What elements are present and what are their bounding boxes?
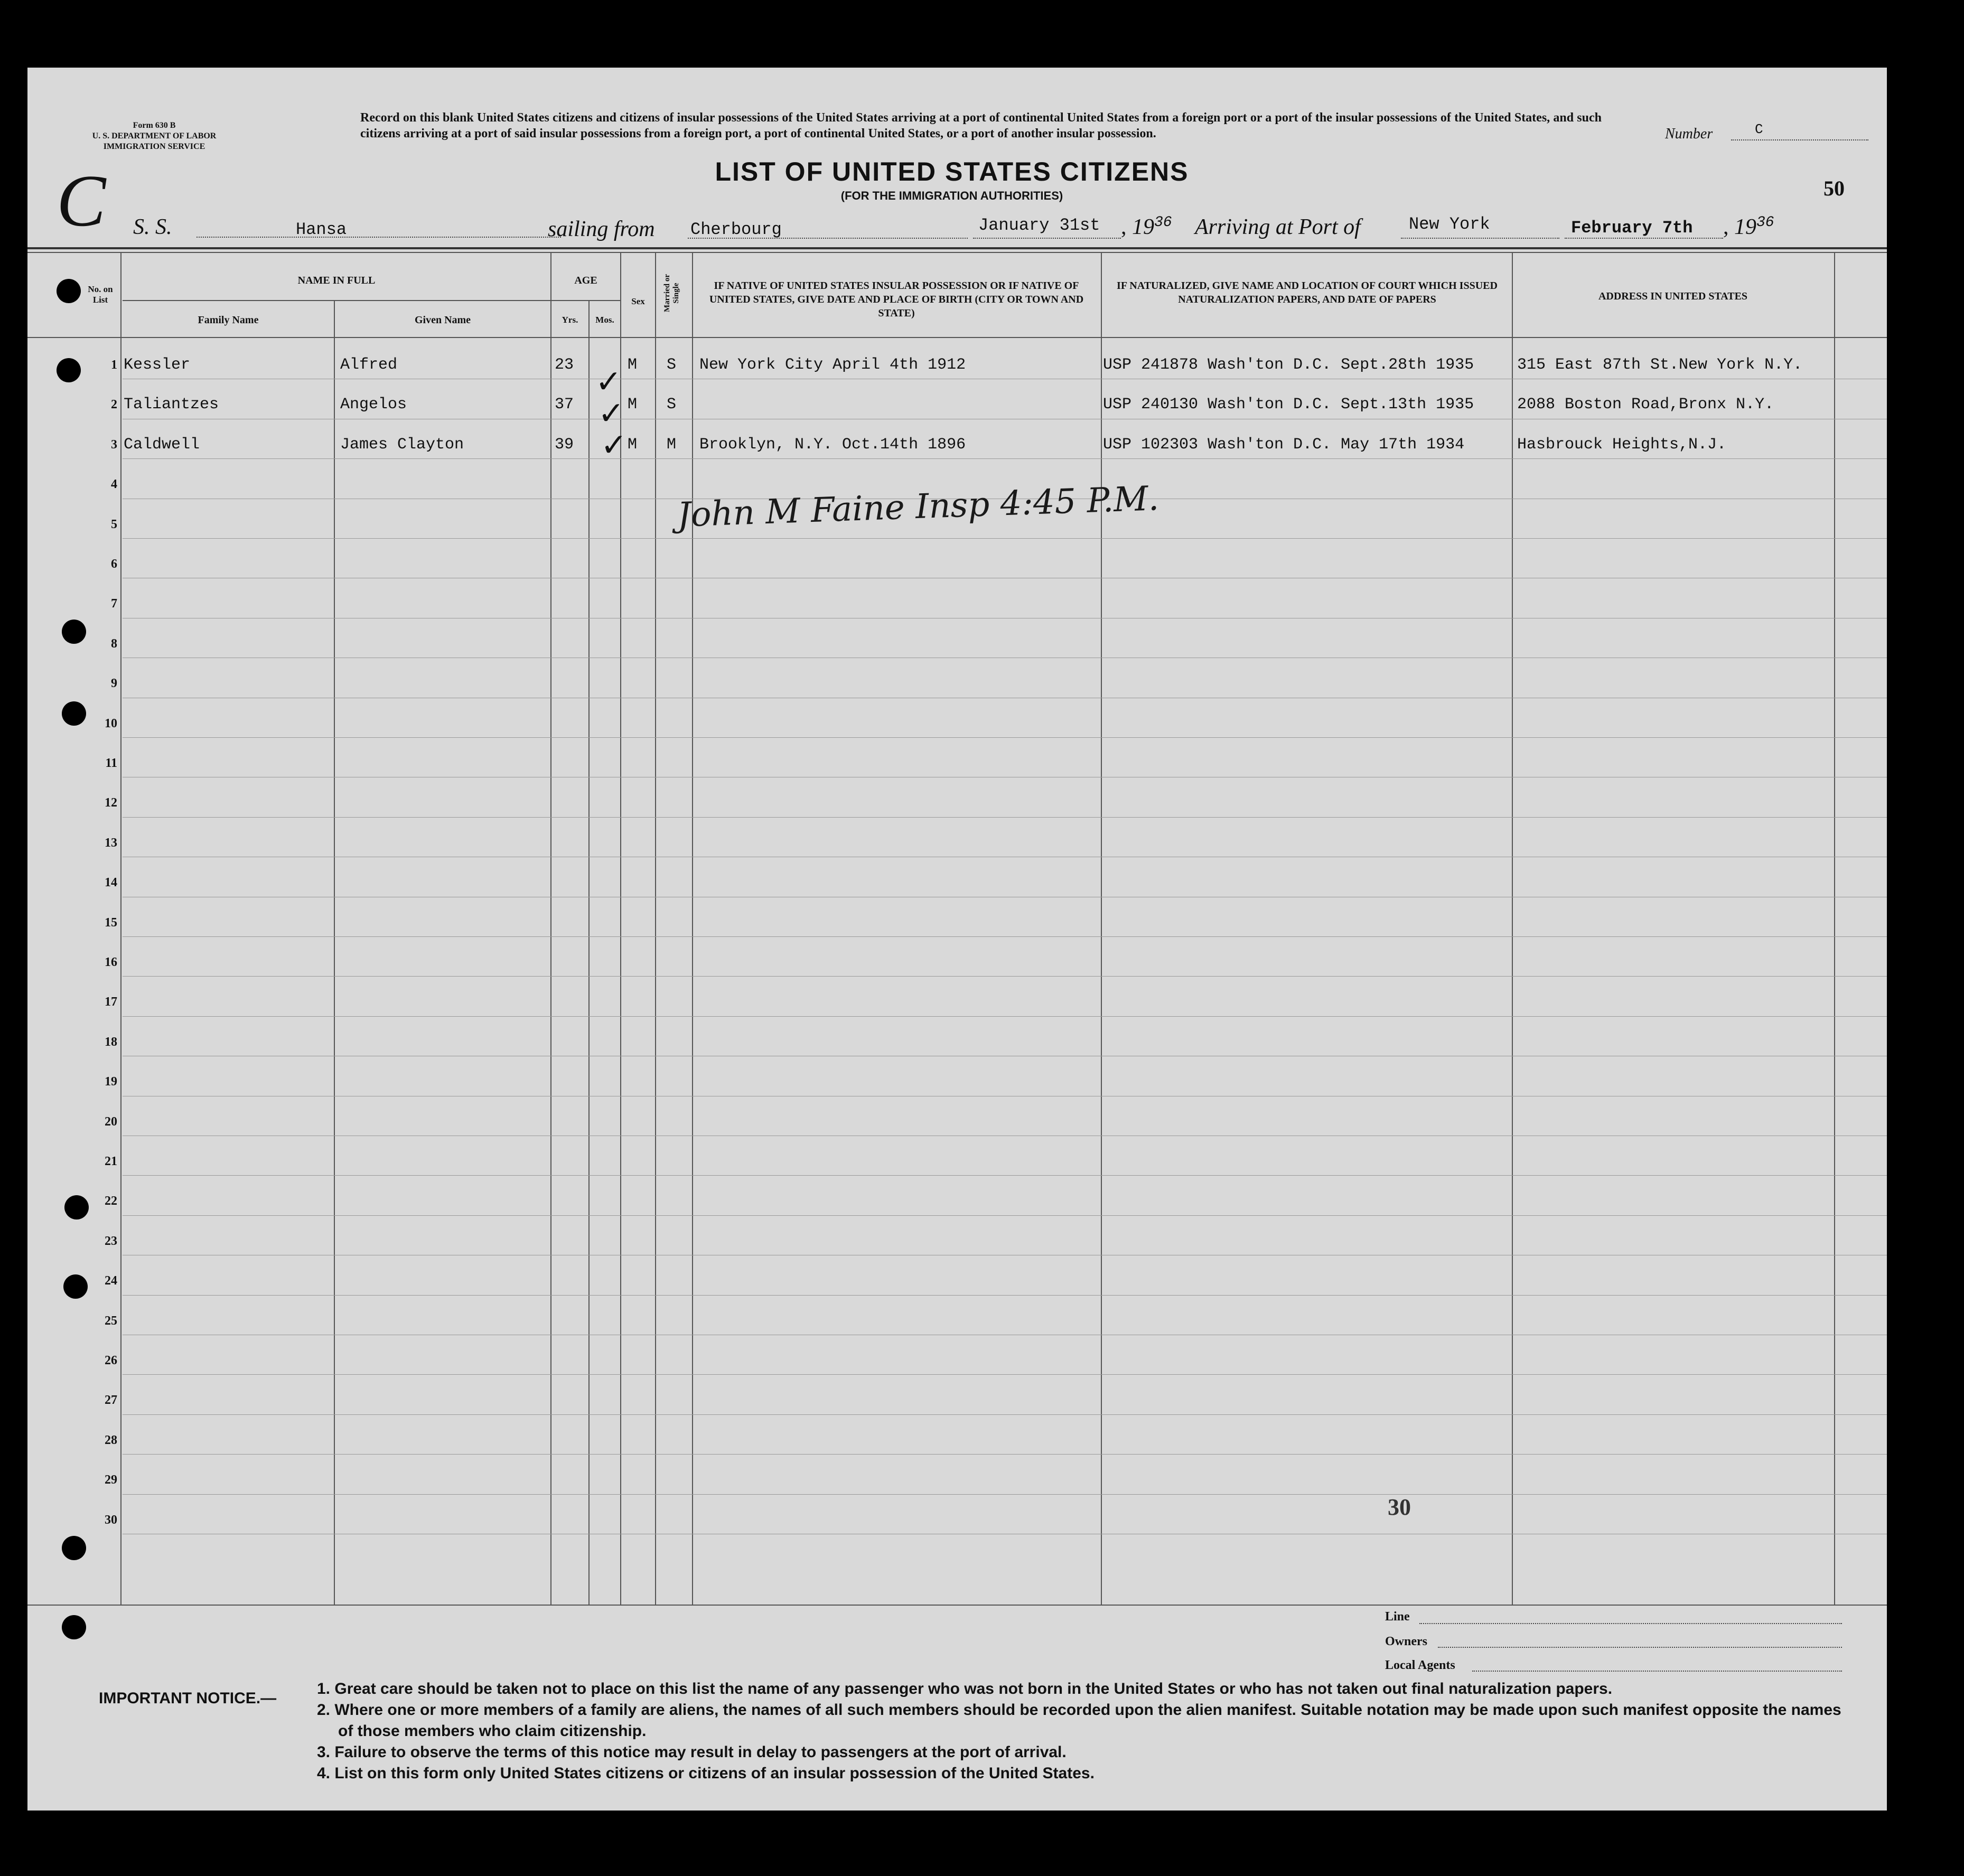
col-divider-yrs — [588, 300, 590, 1605]
col-divider-marital — [692, 252, 693, 1605]
row-number: 6 — [111, 557, 117, 571]
row-number: 13 — [105, 836, 117, 850]
intro-instructions: Record on this blank United States citizens and citizens of insular possessions of the United States arriving at a port of continental United States from a foreign port or a port of the insular possessions of the United States, and such citizens arriving at a port of said insular possessions from a foreign port, a port of continental United States, or a port of another insular possession. — [360, 111, 1602, 140]
manifest-sheet — [27, 68, 1887, 1811]
name-age-subheader-line — [123, 300, 620, 301]
ship-fill-line — [197, 237, 561, 238]
row-number: 8 — [111, 636, 117, 651]
number-fill-line — [1731, 139, 1868, 140]
ss-label: S. S. — [133, 215, 172, 239]
row-number: 4 — [111, 477, 117, 492]
naturalization-cell: USP 102303 Wash'ton D.C. May 17th 1934 — [1103, 435, 1465, 454]
page-title: LIST OF UNITED STATES CITIZENS — [715, 157, 1189, 186]
line-fill-line — [1419, 1623, 1842, 1624]
address-cell: 2088 Boston Road,Bronx N.Y. — [1517, 396, 1774, 414]
notice-item: 1. Great care should be taken not to place on this list the name of any passenger who was not born in the United States or who has not taken out final naturalization papers. — [317, 1680, 1613, 1697]
col-divider-name — [550, 252, 551, 1605]
row-rule — [123, 936, 1887, 937]
col-divider-naturalized — [1512, 252, 1513, 1605]
table-top-border — [27, 247, 1887, 249]
page-subtitle: (FOR THE IMMIGRATION AUTHORITIES) — [840, 189, 1063, 202]
form-identifier — [75, 120, 233, 152]
arrival-port-fill-line — [1401, 238, 1559, 239]
depart-year: , $19^{36}$ — [1121, 214, 1172, 239]
sailing-from-label: sailing from — [548, 217, 655, 241]
depart-year-suffix: 36 — [1154, 214, 1172, 231]
depart-year-prefix: 19 — [1132, 215, 1154, 239]
header-age: AGE — [574, 275, 597, 286]
arrival-year-prefix: 19 — [1734, 215, 1756, 239]
header-no-on-list: No. on List — [88, 284, 113, 305]
col-divider-address — [1834, 252, 1835, 1605]
family-name-cell: Kessler — [124, 356, 191, 374]
row-number: 20 — [105, 1114, 117, 1129]
row-number: 27 — [105, 1393, 117, 1408]
given-name-cell: James Clayton — [340, 435, 464, 454]
service-name: IMMIGRATION SERVICE — [103, 142, 205, 151]
row-number: 14 — [105, 876, 117, 890]
row-number: 7 — [111, 597, 117, 611]
number-value: C — [1755, 121, 1763, 137]
arrival-year-suffix: 36 — [1756, 214, 1774, 231]
stamp-number: 30 — [1388, 1494, 1411, 1520]
marital-status-cell: S — [667, 396, 677, 414]
department-name: U. S. DEPARTMENT OF LABOR — [92, 132, 217, 140]
ship-name: Hansa — [296, 220, 347, 239]
number-label: Number — [1665, 126, 1713, 142]
check-mark: ✓ — [601, 428, 628, 463]
row-number: 28 — [105, 1433, 117, 1447]
header-family-name: Family Name — [198, 314, 259, 326]
notice-list — [317, 1678, 1849, 1784]
punch-hole — [62, 701, 86, 726]
given-name-cell: Angelos — [340, 396, 407, 414]
row-number: 29 — [105, 1473, 117, 1487]
line-label: Line — [1385, 1610, 1410, 1624]
row-rule — [123, 817, 1887, 818]
row-number: 17 — [105, 995, 117, 1009]
header-married-single: Married or Single — [663, 274, 680, 313]
sex-cell: M — [628, 435, 638, 454]
header-naturalization-info: IF NATURALIZED, GIVE NAME AND LOCATION OF COURT WHICH ISSUED NATURALIZATION PAPERS, AND DATE OF PAPERS — [1117, 280, 1498, 305]
col-divider-birth — [1101, 252, 1102, 1605]
arrival-date: February 7th — [1571, 218, 1693, 238]
birth-info-cell: New York City April 4th 1912 — [699, 356, 966, 374]
naturalization-cell: USP 240130 Wash'ton D.C. Sept.13th 1935 — [1103, 396, 1474, 414]
address-cell: Hasbrouck Heights,N.J. — [1517, 435, 1727, 454]
given-name-cell: Alfred — [340, 356, 398, 374]
age-years-cell: 23 — [555, 356, 574, 374]
birth-info-cell: Brooklyn, N.Y. Oct.14th 1896 — [699, 435, 966, 454]
row-number: 9 — [111, 677, 117, 691]
naturalization-cell: USP 241878 Wash'ton D.C. Sept.28th 1935 — [1103, 356, 1474, 374]
family-name-cell: Caldwell — [124, 435, 200, 454]
row-rule — [123, 1295, 1887, 1296]
marital-status-cell: S — [667, 356, 677, 374]
departure-port: Cherbourg — [690, 220, 782, 239]
corner-mark: C — [57, 160, 106, 242]
punch-hole — [57, 279, 81, 303]
row-rule — [123, 976, 1887, 977]
header-sex: Sex — [631, 296, 645, 306]
marital-status-cell: M — [667, 435, 677, 454]
row-number: 19 — [105, 1075, 117, 1089]
header-mos: Mos. — [595, 315, 614, 325]
row-number: 18 — [105, 1035, 117, 1049]
header-yrs: Yrs. — [562, 315, 578, 325]
punch-hole — [64, 1195, 89, 1220]
sex-cell: M — [628, 396, 638, 414]
row-number: 2 — [111, 398, 117, 412]
check-mark: ✓ — [595, 364, 622, 399]
row-rule — [123, 1175, 1887, 1176]
row-number: 24 — [105, 1274, 117, 1288]
depart-date-fill-line — [973, 238, 1121, 239]
arrival-date-fill-line — [1565, 238, 1723, 239]
row-number: 21 — [105, 1155, 117, 1168]
notice-item: 3. Failure to observe the terms of this notice may result in delay to passengers at the port of arrival. — [317, 1743, 1067, 1761]
row-rule — [123, 458, 1887, 459]
row-number: 30 — [105, 1513, 117, 1527]
departure-date: January 31st — [978, 215, 1100, 235]
age-years-cell: 39 — [555, 435, 574, 454]
arrival-year: , $19^{36}$ — [1723, 214, 1774, 239]
punch-hole — [62, 620, 86, 644]
owners-label: Owners — [1385, 1635, 1427, 1648]
row-number: 22 — [105, 1194, 117, 1208]
row-rule — [123, 1374, 1887, 1375]
punch-hole — [63, 1274, 88, 1299]
row-number: 3 — [111, 437, 117, 452]
header-given-name: Given Name — [414, 314, 471, 326]
notice-item: 4. List on this form only United States citizens or citizens of an insular possession of the United States. — [317, 1765, 1095, 1782]
page-number: 50 — [1823, 176, 1845, 200]
row-number: 23 — [105, 1234, 117, 1248]
table-top-border-inner — [27, 252, 1887, 253]
inspector-signature: John M Faine Insp 4:45 P.M. — [676, 479, 1160, 535]
row-rule — [123, 538, 1887, 539]
row-number: 12 — [105, 796, 117, 810]
row-rule — [123, 737, 1887, 738]
local-agents-label: Local Agents — [1385, 1658, 1455, 1672]
check-mark: ✓ — [598, 396, 625, 431]
header-bottom-border — [27, 337, 1887, 338]
owners-fill-line — [1438, 1647, 1842, 1648]
row-number: 25 — [105, 1314, 117, 1328]
row-rule — [123, 1414, 1887, 1415]
row-rule — [123, 1215, 1887, 1216]
form-number: Form 630 B — [133, 121, 176, 130]
row-number: 26 — [105, 1354, 117, 1367]
row-number: 10 — [105, 716, 117, 730]
punch-hole — [62, 1536, 86, 1560]
row-number: 11 — [105, 756, 117, 770]
row-rule — [123, 1454, 1887, 1455]
header-address: ADDRESS IN UNITED STATES — [1598, 290, 1748, 302]
address-cell: 315 East 87th St.New York N.Y. — [1517, 356, 1803, 374]
row-number: 15 — [105, 915, 117, 930]
local-agents-fill-line — [1472, 1671, 1842, 1672]
col-divider-family — [334, 300, 335, 1605]
sex-cell: M — [628, 356, 638, 374]
family-name-cell: Taliantzes — [124, 396, 219, 414]
arriving-label: Arriving at Port of — [1195, 215, 1361, 239]
row-number: 16 — [105, 955, 117, 969]
row-rule — [123, 1494, 1887, 1495]
punch-hole — [57, 358, 81, 382]
age-years-cell: 37 — [555, 396, 574, 414]
punch-hole — [62, 1615, 86, 1639]
row-rule — [123, 1016, 1887, 1017]
header-name-in-full: NAME IN FULL — [297, 275, 376, 286]
header-birth-info: IF NATIVE OF UNITED STATES INSULAR POSSESSION OR IF NATIVE OF UNITED STATES, GIVE DATE AND PLACE OF BIRTH (CITY OR TOWN AND STATE) — [709, 280, 1084, 319]
row-number: 5 — [111, 517, 117, 531]
row-number: 1 — [111, 358, 117, 372]
table-bottom-border — [27, 1605, 1887, 1606]
notice-item: 2. Where one or more members of a family are aliens, the names of all such members should be recorded upon the alien manifest. Suitable notation may be made upon such manifest opposite the names of those members who claim citizenship. — [317, 1701, 1841, 1740]
arrival-port: New York — [1409, 214, 1490, 234]
col-divider-sex — [655, 252, 656, 1605]
notice-heading: IMPORTANT NOTICE.— — [99, 1690, 277, 1707]
col-divider-no — [120, 252, 121, 1605]
